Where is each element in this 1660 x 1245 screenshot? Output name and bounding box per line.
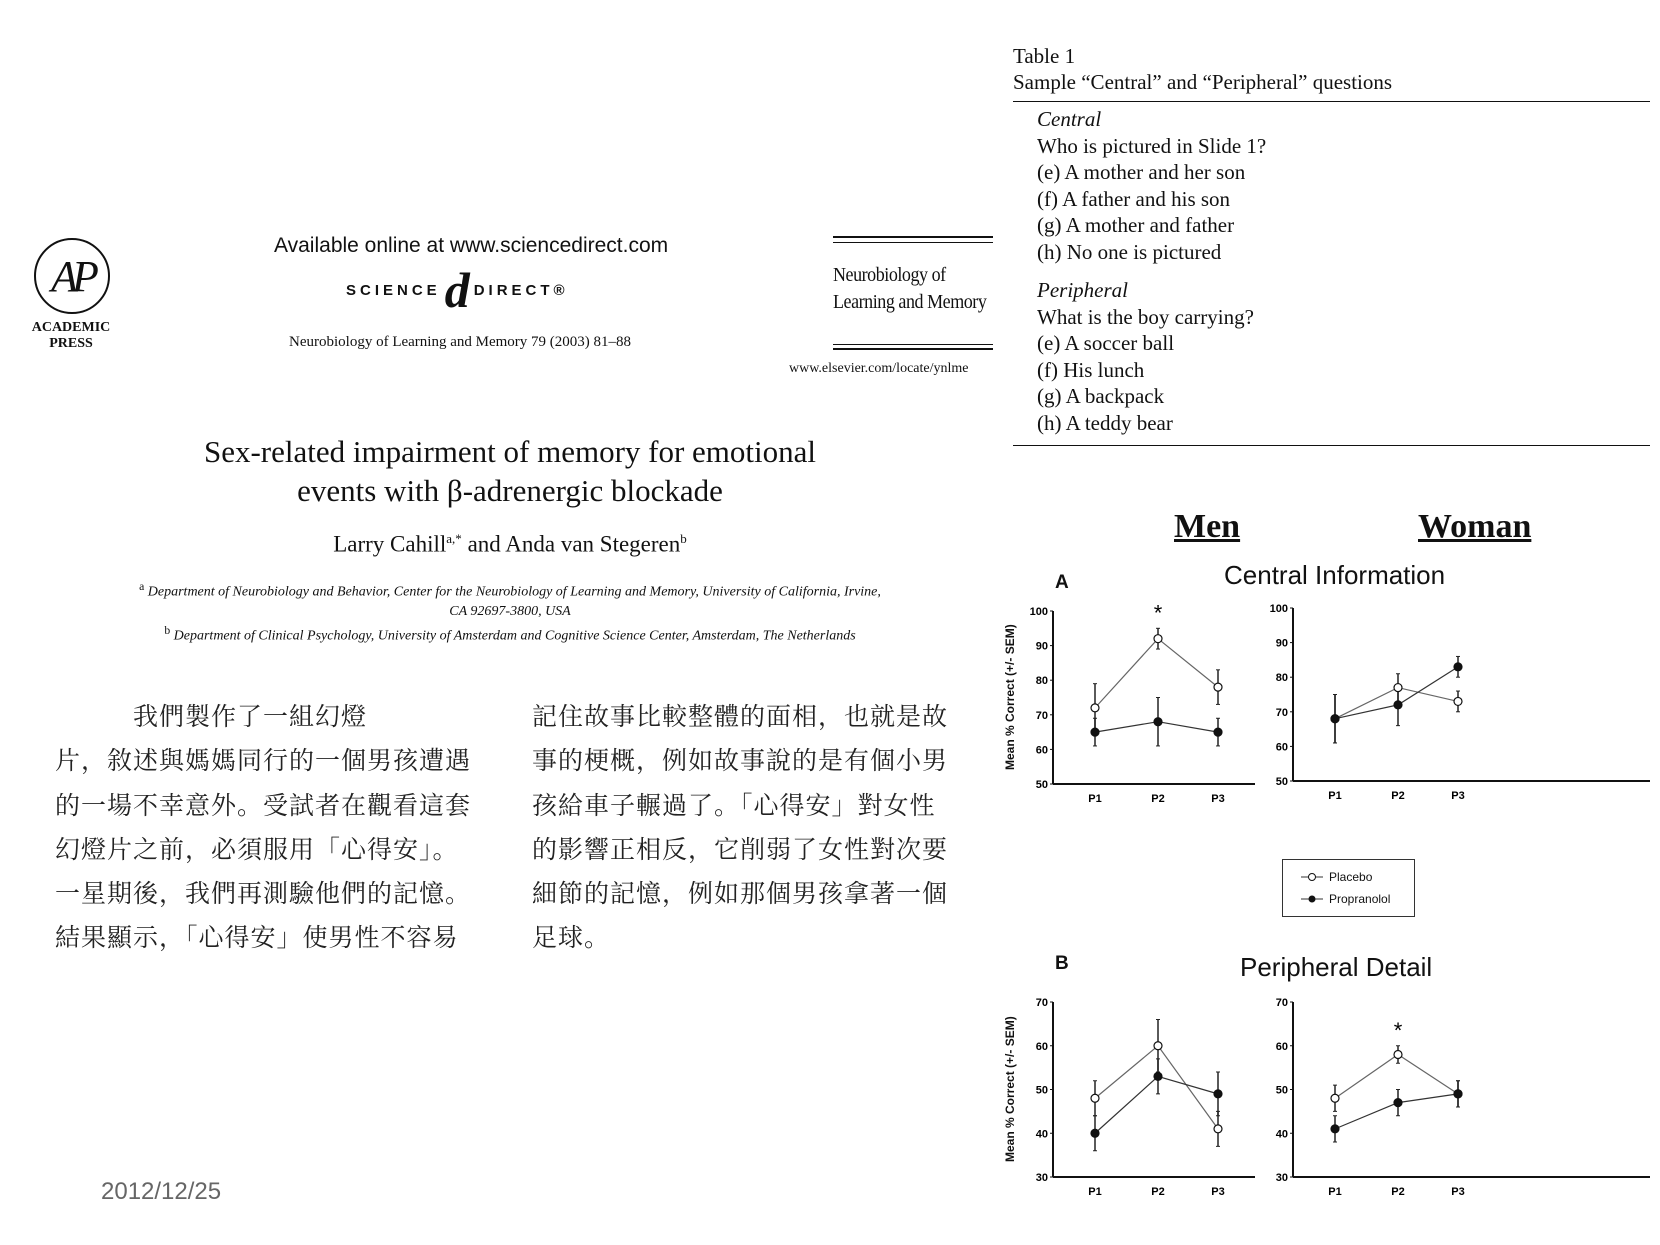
affiliation-a: CA 92697-3800, USA <box>449 603 571 619</box>
chart-legend <box>1282 859 1415 917</box>
answer-option: (h) A teddy bear <box>1037 410 1173 435</box>
answer-option: (g) A mother and father <box>1037 213 1235 237</box>
data-point-placebo <box>1394 684 1402 692</box>
x-tick-label: P1 <box>1088 1186 1102 1198</box>
article-title <box>0 432 1020 510</box>
x-tick-label: P2 <box>1151 1186 1165 1198</box>
y-axis-label-a: Mean % Correct (+/- SEM) <box>1003 624 1017 770</box>
affiliation-a: Department of Neurobiology and Behavior, Center for the Neurobiology of Learning and Memory, University of California, Irvine, <box>147 584 881 600</box>
chart-peripheral-men <box>1020 985 1260 1205</box>
y-tick-label: 30 <box>1035 1172 1048 1184</box>
section-heading: Central <box>1037 107 1102 131</box>
table-title: Sample “Central” and “Peripheral” questions <box>1013 70 1393 94</box>
available-online: Available online at www.sciencedirect.com <box>274 234 669 257</box>
data-point-placebo <box>1091 1094 1099 1102</box>
y-tick-label: 100 <box>1029 606 1048 618</box>
y-tick-label: 60 <box>1035 1040 1048 1053</box>
significance-marker: * <box>1393 1017 1403 1043</box>
divider <box>833 348 993 350</box>
y-tick-label: 60 <box>1275 1040 1288 1053</box>
data-point-placebo <box>1154 1042 1162 1050</box>
panel-b-title: Peripheral Detail <box>1240 952 1433 982</box>
summary-col-2 <box>532 695 948 961</box>
author-sup: b <box>680 531 687 546</box>
x-tick-label: P1 <box>1328 790 1342 802</box>
table-section <box>1037 277 1266 436</box>
data-point-propranolol <box>1091 1129 1099 1137</box>
answer-option: (f) His lunch <box>1037 357 1145 382</box>
data-point-propranolol <box>1394 701 1402 709</box>
section-heading: Peripheral <box>1037 278 1128 302</box>
chart-peripheral-woman <box>1260 985 1655 1205</box>
summary-line: 的影響正相反，它削弱了女性對次要 <box>532 834 949 864</box>
title-line: Sex-related impairment of memory for emotional <box>203 434 817 469</box>
summary-line: 事的梗概，例如故事說的是有個小男 <box>532 746 949 776</box>
y-tick-label: 40 <box>1035 1128 1048 1141</box>
table-label: Table 1 <box>1013 44 1076 68</box>
y-tick-label: 70 <box>1035 709 1048 722</box>
journal-title-line: Neurobiology of <box>833 264 946 286</box>
data-point-propranolol <box>1214 728 1222 736</box>
publisher-name-line: PRESS <box>49 336 93 351</box>
data-point-propranolol <box>1454 1090 1462 1098</box>
data-point-placebo <box>1454 697 1462 705</box>
y-tick-label: 70 <box>1035 997 1048 1009</box>
y-tick-label: 40 <box>1275 1128 1288 1141</box>
data-point-placebo <box>1214 1125 1222 1133</box>
y-tick-label: 50 <box>1035 1084 1048 1097</box>
y-tick-label: 50 <box>1275 776 1288 788</box>
affiliations <box>0 577 1020 645</box>
x-tick-label: P1 <box>1328 1186 1342 1198</box>
table-body <box>1037 106 1266 436</box>
answer-option: (h) No one is pictured <box>1037 239 1222 264</box>
chart-central-woman <box>1260 595 1655 810</box>
table-section <box>1037 106 1266 265</box>
y-tick-label: 60 <box>1275 741 1288 754</box>
column-header-woman: Woman <box>1418 508 1532 545</box>
y-tick-label: 30 <box>1275 1172 1288 1184</box>
x-tick-label: P3 <box>1211 1186 1225 1198</box>
author: Larry Cahill <box>333 531 447 557</box>
academic-press-logo <box>34 238 110 314</box>
chart-central-men <box>1020 595 1260 810</box>
y-tick-label: 80 <box>1275 672 1288 685</box>
journal-url: www.elsevier.com/locate/ynlme <box>789 361 969 376</box>
series-line-propranolol <box>1335 667 1458 719</box>
data-point-placebo <box>1214 683 1222 691</box>
summary-line: 的一場不幸意外。受試者在觀看這套 <box>55 790 472 820</box>
table-caption <box>1013 43 1392 95</box>
summary-line: 幻燈片之前，必須服用「心得安」。 <box>55 834 459 864</box>
summary-line: 孩給車子輾過了。「心得安」對女性 <box>532 790 936 820</box>
x-tick-label: P1 <box>1088 793 1102 805</box>
series-line-propranolol <box>1095 1076 1218 1133</box>
divider <box>833 344 993 345</box>
legend-item-placebo <box>1301 870 1372 884</box>
filled-circle-marker-icon <box>1301 894 1323 904</box>
y-tick-label: 50 <box>1035 779 1048 791</box>
data-point-propranolol <box>1154 718 1162 726</box>
publisher-name <box>28 320 114 352</box>
divider <box>833 242 993 243</box>
y-tick-label: 80 <box>1035 675 1048 688</box>
y-tick-label: 90 <box>1275 637 1288 650</box>
y-tick-label: 70 <box>1275 997 1288 1009</box>
question: Who is pictured in Slide 1? <box>1037 133 1267 158</box>
summary-line: 足球。 <box>532 923 611 953</box>
x-tick-label: P3 <box>1211 793 1225 805</box>
x-tick-label: P2 <box>1151 793 1165 805</box>
y-tick-label: 90 <box>1035 640 1048 653</box>
logo-d-icon: d <box>444 262 470 318</box>
y-axis-label-b: Mean % Correct (+/- SEM) <box>1003 1016 1017 1162</box>
journal-title-line: Learning and Memory <box>833 291 987 313</box>
logo-text: AP <box>51 251 93 301</box>
slide-date: 2012/12/25 <box>101 1178 222 1205</box>
legend-item-propranolol <box>1301 892 1390 906</box>
sciencedirect-logo <box>346 262 569 318</box>
divider <box>833 236 993 238</box>
summary-line: 一星期後，我們再測驗他們的記憶。 <box>55 879 472 909</box>
y-tick-label: 100 <box>1269 603 1288 615</box>
data-point-propranolol <box>1154 1072 1162 1080</box>
data-point-propranolol <box>1214 1090 1222 1098</box>
legend-label: Placebo <box>1329 870 1373 884</box>
affil-sup: b <box>164 623 171 637</box>
x-tick-label: P2 <box>1391 790 1405 802</box>
summary-col-1 <box>55 695 471 961</box>
x-tick-label: P2 <box>1391 1186 1405 1198</box>
table-top-rule <box>1013 101 1650 102</box>
answer-option: (e) A soccer ball <box>1037 331 1175 355</box>
table-bottom-rule <box>1013 445 1650 446</box>
x-tick-label: P3 <box>1451 1186 1465 1198</box>
legend-label: Propranolol <box>1329 892 1391 906</box>
question: What is the boy carrying? <box>1037 304 1254 329</box>
y-tick-label: 70 <box>1275 706 1288 719</box>
summary-line: 片，敘述與媽媽同行的一個男孩遭遇 <box>55 746 472 776</box>
summary-line: 記住故事比較整體的面相，也就是故 <box>532 702 949 731</box>
publisher-name-line: ACADEMIC <box>31 320 111 335</box>
journal-title <box>833 262 986 316</box>
summary-line: 結果顯示，「心得安」使男性不容易 <box>55 923 459 953</box>
summary-line: 細節的記憶，例如那個男孩拿著一個 <box>532 879 949 909</box>
data-point-placebo <box>1154 635 1162 643</box>
y-tick-label: 50 <box>1275 1084 1288 1097</box>
column-header-men: Men <box>1174 508 1241 545</box>
title-line: events with β-adrenergic blockade <box>297 473 723 508</box>
answer-option: (f) A father and his son <box>1037 186 1231 211</box>
data-point-placebo <box>1394 1051 1402 1059</box>
logo-text: DIRECT® <box>473 281 569 299</box>
x-tick-label: P3 <box>1451 790 1465 802</box>
significance-marker: * <box>1153 600 1163 626</box>
panel-a-title: Central Information <box>1224 560 1446 590</box>
data-point-propranolol <box>1454 663 1462 671</box>
series-line-placebo <box>1335 1055 1458 1099</box>
summary-line: 我們製作了一組幻燈 <box>55 702 368 731</box>
panel-a-letter: A <box>1055 572 1069 593</box>
data-point-propranolol <box>1394 1099 1402 1107</box>
data-point-propranolol <box>1091 728 1099 736</box>
author: and Anda van Stegeren <box>461 531 681 557</box>
citation: Neurobiology of Learning and Memory 79 (2003) 81–88 <box>289 334 632 350</box>
affiliation-b: Department of Clinical Psychology, University of Amsterdam and Cognitive Science Center, Amsterdam, The Netherlands <box>173 628 856 644</box>
y-tick-label: 60 <box>1035 744 1048 757</box>
panel-b-letter: B <box>1055 953 1069 974</box>
data-point-placebo <box>1091 704 1099 712</box>
affil-sup: a <box>139 580 145 593</box>
answer-option: (g) A backpack <box>1037 384 1165 408</box>
data-point-placebo <box>1331 1094 1339 1102</box>
data-point-propranolol <box>1331 1125 1339 1133</box>
answer-option: (e) A mother and her son <box>1037 160 1246 184</box>
data-point-propranolol <box>1331 715 1339 723</box>
author-sup: a,* <box>446 531 462 546</box>
open-circle-marker-icon <box>1301 872 1323 882</box>
authors <box>0 531 1020 558</box>
logo-text: SCIENCE <box>346 281 441 299</box>
